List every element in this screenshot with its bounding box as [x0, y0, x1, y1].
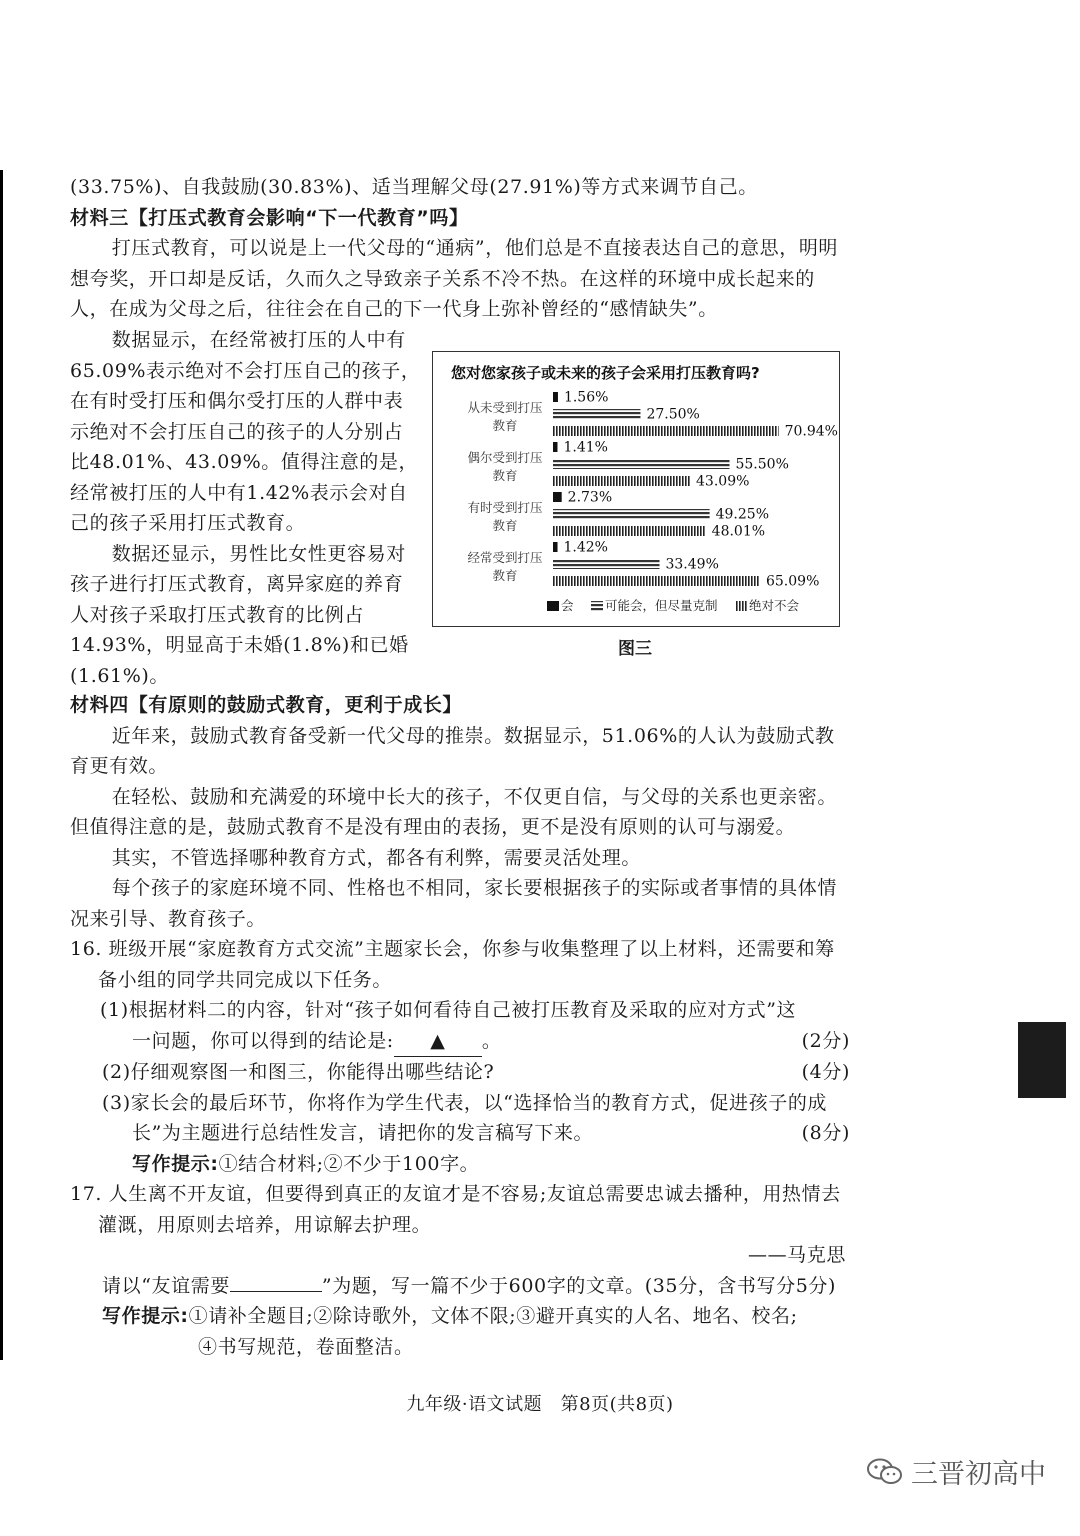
legend-label: 绝对不会	[749, 598, 800, 613]
legend-label: 会	[561, 598, 574, 613]
chart-figure-three	[432, 351, 840, 627]
bar-1	[553, 492, 562, 502]
q16-sub1-score: (2分)	[801, 1029, 850, 1052]
q16-hint-label: 写作提示:	[132, 1152, 219, 1175]
q16-sub2-text: (2)仔细观察图一和图三，你能得出哪些结论?	[102, 1061, 495, 1083]
category-label: 教育	[492, 418, 518, 433]
q16-sub2-score: (4分)	[801, 1061, 850, 1083]
category-label: 教育	[492, 468, 518, 483]
q17-hint-label: 写作提示:	[102, 1305, 189, 1327]
q17-task-start: 请以“友谊需要	[102, 1274, 230, 1297]
question-17-hint	[70, 1301, 850, 1332]
bar-2	[553, 459, 729, 469]
bar-3	[553, 576, 760, 586]
bar-2	[553, 409, 640, 419]
top-line: (33.75%)、自我鼓励(30.83%)、适当理解父母(27.91%)等方式来调节自己。	[70, 176, 758, 198]
q16-sub1-line2	[102, 1026, 850, 1058]
material-four-paragraph-1: 近年来，鼓励式教育备受新一代父母的推崇。数据显示，51.06%的人认为鼓励式教育更有效。	[70, 724, 835, 777]
bar-1	[553, 392, 558, 402]
data-label: 48.01%	[711, 523, 766, 540]
q16-sub3-line1: (3)家长会的最后环节，你将作为学生代表，以“选择恰当的教育方式，促进孩子的成	[102, 1091, 828, 1114]
material-three-paragraph-3: 数据还显示，男性比女性更容易对孩子进行打压式教育，离异家庭的养育人对孩子采取打压式教育的比例占14.93%，明显高于未婚(1.8%)和已婚(1.61%)。	[70, 542, 409, 687]
legend-label: 可能会，但尽量克制	[605, 598, 718, 613]
data-label: 1.42%	[563, 539, 608, 556]
bar-chart	[433, 352, 839, 626]
q17-task-end: ”为题，写一篇不少于600字的文章。(35分，含书写分5分)	[321, 1274, 836, 1297]
data-label: 49.25%	[715, 506, 770, 523]
category-label: 有时受到打压	[467, 500, 543, 515]
q16-sub3-text: 长”为主题进行总结性发言，请把你的发言稿写下来。	[132, 1122, 594, 1144]
q16-sub1-answer-line	[132, 1026, 501, 1058]
binding-margin-line	[0, 170, 3, 1360]
q16-sub3-line2	[102, 1118, 850, 1149]
q16-writing-hint	[102, 1149, 850, 1180]
question-16-subquestions	[70, 995, 850, 1179]
legend-swatch	[547, 601, 559, 611]
figure-caption: 图三	[618, 639, 652, 659]
triangle-marker-icon: ▲	[430, 1029, 446, 1052]
q16-sub2-line	[102, 1057, 850, 1088]
question-17-hint-cont: ④书写规范，卷面整洁。	[198, 1335, 414, 1358]
data-label: 27.50%	[646, 406, 700, 423]
material-three-section	[70, 172, 850, 325]
material-four-paragraph-4: 每个孩子的家庭环境不同、性格也不相同，家长要根据孩子的实际或者事情的具体情况来引导、教育孩子。	[70, 877, 837, 930]
data-label: 33.49%	[665, 556, 719, 573]
edge-tab-marker	[1018, 1022, 1066, 1098]
question-17-task	[70, 1271, 850, 1302]
chart-title: 您对您家孩子或未来的孩子会采用打压教育吗?	[451, 364, 760, 382]
data-label: 55.50%	[735, 456, 789, 473]
material-three-heading: 材料三【打压式教育会影响“下一代教育”吗】	[70, 206, 469, 229]
material-four-paragraph-3: 其实，不管选择哪种教育方式，都各有利弊，需要灵活处理。	[111, 846, 641, 869]
legend-swatch	[591, 601, 603, 611]
page-footer: 九年级·语文试题 第8页(共8页)	[406, 1394, 674, 1415]
material-three-paragraph-1: 打压式教育，可以说是上一代父母的“通病”，他们总是不直接表达自己的意思，明明想夸奖，开口却是反话，久而久之导致亲子关系不冷不热。在这样的环境中成长起来的人，在成为父母之后，往往会在自己的下一代身上弥补曾经的“感情缺失”。	[70, 237, 839, 320]
bar-3	[553, 426, 779, 436]
material-four-paragraph-2: 在轻松、鼓励和充满爱的环境中长大的孩子，不仅更自信，与父母的关系也更亲密。但值得注意的是，鼓励式教育不是没有理由的表扬，更不是没有原则的认可与溺爱。	[70, 785, 837, 838]
material-three-paragraph-2: 数据显示，在经常被打压的人中有65.09%表示绝对不会打压自己的孩子，在有时受打压和偶尔受打压的人群中表示绝对不会打压自己的孩子的人分别占比48.01%、43.09%。值得注意的是，经常被打压的人中有1.42%表示会对自己的孩子采用打压式教育。	[70, 329, 421, 534]
watermark-text: 三晋初高中	[911, 1459, 1046, 1490]
q16-sub1-prompt: 一问题，你可以得到的结论是:	[132, 1029, 394, 1052]
q16-sub1-line1: (1)根据材料二的内容，针对“孩子如何看待自己被打压教育及采取的应对方式”这	[100, 999, 797, 1021]
data-label: 1.56%	[563, 389, 609, 406]
data-label: 65.09%	[765, 573, 820, 590]
data-label: 1.41%	[563, 439, 608, 456]
category-label: 经常受到打压	[467, 550, 543, 565]
material-four-heading: 材料四【有原则的鼓励式教育，更利于成长】	[70, 694, 463, 716]
data-label: 43.09%	[696, 473, 750, 490]
question-16-stem: 16. 班级开展“家庭教育方式交流”主题家长会，你参与收集整理了以上材料，还需要和筹备小组的同学共同完成以下任务。	[70, 938, 835, 991]
data-label: 2.73%	[567, 489, 613, 506]
q16-sub3-score: (8分)	[801, 1122, 850, 1144]
bar-2	[553, 559, 659, 569]
q16-sub1-end: 。	[481, 1029, 502, 1052]
question-17-attribution: ——马克思	[747, 1244, 846, 1266]
title-blank[interactable]	[230, 1291, 322, 1292]
answer-blank[interactable]	[394, 1026, 482, 1058]
category-label: 偶尔受到打压	[467, 450, 543, 465]
bar-3	[553, 476, 690, 486]
category-label: 教育	[492, 568, 518, 583]
material-three-left-column	[70, 325, 422, 691]
material-four-section	[70, 690, 850, 1362]
bar-3	[553, 526, 706, 536]
q17-hint-text1: ①请补全题目;②除诗歌外，文体不限;③避开真实的人名、地名、校名;	[188, 1305, 798, 1327]
legend-swatch	[735, 601, 747, 611]
watermark	[865, 1452, 1046, 1491]
bar-1	[553, 542, 558, 552]
question-17-stem: 17. 人生离不开友谊，但要得到真正的友谊才是不容易;友谊总需要忠诚去播种，用热情去灌溉，用原则去培养，用谅解去护理。	[70, 1183, 841, 1236]
category-label: 从未受到打压	[467, 400, 543, 415]
q16-hint-text: ①结合材料;②不少于100字。	[218, 1152, 480, 1175]
category-label: 教育	[492, 518, 518, 533]
bar-1	[553, 442, 557, 452]
wechat-icon	[865, 1457, 905, 1487]
bar-2	[553, 509, 710, 519]
data-label: 70.94%	[784, 423, 838, 440]
